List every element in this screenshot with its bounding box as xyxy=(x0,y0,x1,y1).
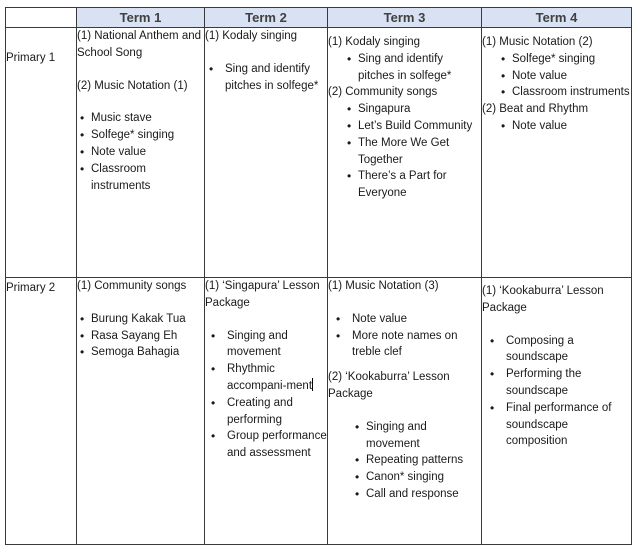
topic-list xyxy=(77,311,204,361)
list-item: • Creating and performing xyxy=(205,395,327,429)
cell-primary-1-term-3 xyxy=(328,28,482,278)
list-item: • Composing a soundscape xyxy=(482,333,631,367)
primary-1-row xyxy=(6,28,632,278)
list-item: • Let’s Build Community xyxy=(344,118,481,135)
list-item: • Note value xyxy=(498,68,631,85)
list-item: • Sing and identify pitches in solfege* xyxy=(205,61,327,95)
topic-list xyxy=(344,101,481,202)
topic-title: (1) Community songs xyxy=(77,280,187,292)
term-2-header: Term 2 xyxy=(205,8,328,28)
cell-primary-1-term-1 xyxy=(77,28,205,278)
list-item: • Final performance of soundscape composition xyxy=(482,400,631,450)
topic-title: (2) Community songs xyxy=(328,86,438,99)
topic-title: (2) Beat and Rhythm xyxy=(482,103,589,116)
term-3-header: Term 3 xyxy=(328,8,482,28)
curriculum-table xyxy=(5,7,632,545)
list-item: • Rasa Sayang Eh xyxy=(77,328,204,345)
topic-title: (1) Kodaly singing xyxy=(328,36,421,48)
list-item xyxy=(205,361,327,395)
corner-cell xyxy=(6,8,77,28)
primary-2-row xyxy=(6,278,632,545)
topic-title: (1) Music Notation (3) xyxy=(328,280,439,292)
list-item: • Note value xyxy=(77,144,204,161)
list-item: • Canon* singing xyxy=(352,469,481,486)
list-item: • Solfege* singing xyxy=(498,51,631,68)
row-label-primary-2: Primary 2 xyxy=(6,278,77,545)
list-item: • Burung Kakak Tua xyxy=(77,311,204,328)
cell-primary-2-term-1 xyxy=(77,278,205,545)
list-item: • Semoga Bahagia xyxy=(77,344,204,361)
topic-list xyxy=(482,333,631,451)
topic-title: (2) Music Notation (1) xyxy=(77,79,188,92)
list-item: • Repeating patterns xyxy=(352,452,481,469)
list-item: • Call and response xyxy=(352,486,481,503)
topic-list xyxy=(344,51,481,85)
list-item: • Group performance and assessment xyxy=(205,428,327,462)
topic-list xyxy=(205,328,327,462)
topic-title: (2) ‘Kookaburra’ Lesson Package xyxy=(328,371,450,400)
text-cursor xyxy=(312,378,313,391)
list-item: • Singing and movement xyxy=(352,419,481,453)
header-row xyxy=(6,8,632,28)
topic-title: (1) ‘Singapura’ Lesson Package xyxy=(205,280,320,309)
list-item-text: Rhythmic accompani-ment xyxy=(227,363,313,392)
cell-primary-1-term-4 xyxy=(482,28,632,278)
topic-title: (1) ‘Kookaburra’ Lesson Package xyxy=(482,285,604,314)
topic-list xyxy=(498,51,631,101)
list-item: • Music stave xyxy=(77,110,204,127)
list-item: • Classroom instruments xyxy=(77,161,204,195)
topic-list xyxy=(328,311,481,361)
topic-title: (1) National Anthem and School Song xyxy=(77,30,202,59)
cell-primary-2-term-4 xyxy=(482,278,632,545)
list-item: • Singing and movement xyxy=(205,328,327,362)
cell-primary-1-term-2 xyxy=(205,28,328,278)
topic-list xyxy=(498,118,631,135)
topic-list xyxy=(205,61,327,95)
list-item: • The More We Get Together xyxy=(344,135,481,169)
cell-primary-2-term-3 xyxy=(328,278,482,545)
list-item: • Sing and identify pitches in solfege* xyxy=(344,51,481,85)
cell-primary-2-term-2 xyxy=(205,278,328,545)
list-item: • Solfege* singing xyxy=(77,127,204,144)
topic-list xyxy=(77,110,204,194)
list-item: • More note names on treble clef xyxy=(328,328,481,362)
list-item: • Performing the soundscape xyxy=(482,366,631,400)
topic-title: (1) Music Notation (2) xyxy=(482,36,593,48)
list-item: • Note value xyxy=(498,118,631,135)
list-item: • Singapura xyxy=(344,101,481,118)
topic-title: (1) Kodaly singing xyxy=(205,30,298,42)
list-item: • Note value xyxy=(328,311,481,328)
list-item: • There’s a Part for Everyone xyxy=(344,168,481,202)
term-4-header: Term 4 xyxy=(482,8,632,28)
list-item: • Classroom instruments xyxy=(498,84,631,101)
row-label-primary-1: Primary 1 xyxy=(6,28,77,278)
term-1-header: Term 1 xyxy=(77,8,205,28)
topic-list xyxy=(352,419,481,503)
